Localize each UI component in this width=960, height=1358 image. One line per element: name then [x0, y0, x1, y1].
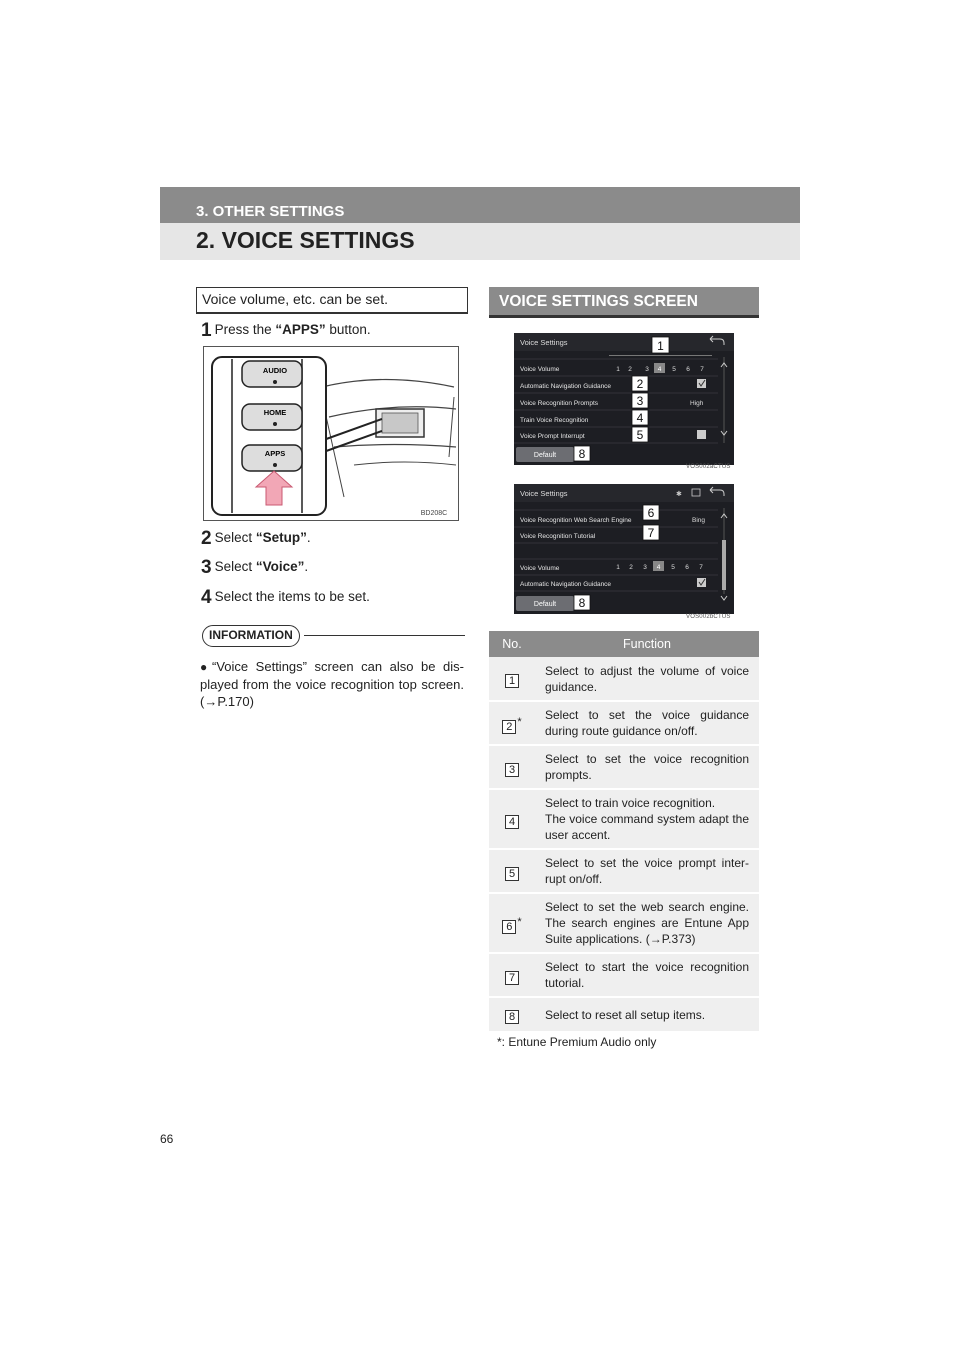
- column-header-no: No.: [489, 631, 535, 657]
- step-number: 3: [201, 557, 212, 578]
- footnote: *: Entune Premium Audio only: [497, 1035, 657, 1049]
- row-number-cell: [489, 701, 535, 745]
- number-box: 6: [502, 920, 516, 934]
- volume-level[interactable]: 3: [643, 564, 647, 571]
- volume-level[interactable]: 1: [616, 564, 620, 571]
- table-row: [489, 893, 759, 953]
- function-text: Select to set the voice recognition prompts.: [545, 752, 749, 782]
- row-voice-volume[interactable]: Voice Volume: [520, 565, 560, 572]
- step-number: 4: [201, 587, 212, 608]
- row-recognition-prompts[interactable]: Voice Recognition Prompts: [520, 400, 599, 407]
- step-keyword: “Setup”: [255, 530, 307, 545]
- information-label: INFORMATION: [202, 625, 300, 647]
- asterisk-mark: *: [517, 916, 522, 928]
- callout-3: 3: [636, 394, 644, 408]
- row-recognition-tutorial[interactable]: Voice Recognition Tutorial: [520, 533, 596, 540]
- row-number-cell: [489, 657, 535, 701]
- step-text-end: .: [306, 530, 311, 545]
- intro-box: [196, 287, 468, 314]
- volume-level[interactable]: 2: [629, 564, 633, 571]
- function-text: Select to train voice recognition.: [545, 796, 716, 810]
- function-text: Select to set the voice guidance during route guidance on/off.: [545, 708, 749, 738]
- callout-5: 5: [636, 428, 644, 442]
- step-text: Press the: [214, 322, 276, 337]
- bullet-icon: ●: [200, 660, 208, 674]
- number-box: 1: [505, 674, 519, 688]
- prompts-value: High: [690, 400, 704, 407]
- row-number-cell: [489, 893, 535, 953]
- voice-settings-screen-2: [514, 484, 734, 614]
- table-row: [489, 849, 759, 893]
- section-title: 3. OTHER SETTINGS: [196, 203, 345, 220]
- step-text-end: button.: [325, 322, 371, 337]
- function-cell: [535, 997, 759, 1032]
- apps-button-label: APPS: [264, 449, 286, 458]
- step-text: Select: [214, 530, 256, 545]
- volume-level[interactable]: 3: [645, 366, 649, 373]
- step-text: Select: [214, 559, 256, 574]
- number-box: 3: [505, 763, 519, 777]
- bluetooth-icon: ✱: [676, 491, 682, 498]
- page-title: 2. VOICE SETTINGS: [196, 227, 415, 253]
- function-text: Select to set the web search engine. The search engines are Entune App Suite applications. (→P.373): [545, 900, 749, 946]
- home-button-label: HOME: [263, 408, 287, 417]
- screen1-title: Voice Settings: [520, 338, 568, 347]
- step-4: [201, 587, 370, 609]
- step-text: Select the items to be set.: [214, 589, 370, 604]
- number-box: 8: [505, 1010, 519, 1024]
- information-body: “Voice Settings” screen can also be dis-played from the voice recognition top screen. (→P.170): [200, 659, 464, 709]
- row-number-cell: [489, 953, 535, 997]
- function-cell: [535, 701, 759, 745]
- function-cell: [535, 657, 759, 701]
- table-row: [489, 657, 759, 701]
- step-number: 1: [201, 320, 212, 341]
- function-text: Select to start the voice recognition tutorial.: [545, 960, 749, 990]
- step-keyword: “APPS”: [275, 322, 326, 337]
- row-number-cell: [489, 745, 535, 789]
- volume-level-selected[interactable]: 4: [656, 564, 661, 571]
- function-cell: [535, 893, 759, 953]
- callout-8: 8: [578, 447, 586, 461]
- asterisk-mark: *: [517, 716, 522, 728]
- number-box: 2: [502, 720, 516, 734]
- voice-settings-screen-heading: [489, 287, 759, 318]
- function-cell: [535, 745, 759, 789]
- callout-6: 6: [647, 506, 655, 520]
- volume-level[interactable]: 5: [672, 366, 676, 373]
- step-1: [201, 320, 371, 342]
- row-number-cell: [489, 789, 535, 849]
- volume-level[interactable]: 6: [686, 366, 690, 373]
- illustration-code: BD208C: [420, 510, 448, 517]
- table-row: [489, 953, 759, 997]
- screen2-title: Voice Settings: [520, 489, 568, 498]
- screen2-code: VOS002bCTUS: [686, 614, 731, 620]
- volume-level-selected[interactable]: 4: [657, 366, 662, 373]
- steering-buttons-image: [204, 347, 459, 521]
- step-2: [201, 528, 311, 550]
- screen1-code: VOS002aCTUS: [686, 464, 731, 470]
- function-text: Select to reset all setup items.: [545, 1007, 706, 1022]
- row-auto-nav-guidance[interactable]: Automatic Navigation Guidance: [520, 383, 612, 390]
- table-row: [489, 745, 759, 789]
- row-number-cell: [489, 849, 535, 893]
- volume-level[interactable]: 1: [616, 366, 620, 373]
- checkbox-icon[interactable]: [697, 430, 706, 439]
- step-keyword: “Voice”: [255, 559, 305, 574]
- callout-2: 2: [636, 377, 644, 391]
- step-text-end: .: [304, 559, 309, 574]
- number-box: 7: [505, 971, 519, 985]
- table-row: [489, 997, 759, 1032]
- steering-illustration: [203, 346, 459, 521]
- volume-level[interactable]: 7: [700, 366, 704, 373]
- callout-8: 8: [578, 596, 586, 610]
- row-web-search-engine[interactable]: Voice Recognition Web Search Engine: [520, 517, 632, 524]
- engine-value: Bing: [692, 517, 706, 524]
- volume-level[interactable]: 5: [671, 564, 675, 571]
- voice-settings-screen-1: [514, 333, 734, 465]
- callout-1: 1: [657, 339, 664, 353]
- function-cell: [535, 849, 759, 893]
- function-text: Select to adjust the volume of voice guidance.: [545, 663, 749, 694]
- function-cell: [535, 953, 759, 997]
- information-text: [200, 658, 464, 710]
- default-button-label: Default: [533, 601, 557, 608]
- row-train-recognition[interactable]: Train Voice Recognition: [520, 417, 589, 424]
- row-voice-volume[interactable]: Voice Volume: [520, 366, 560, 373]
- section-header: [160, 187, 800, 223]
- column-header-function: Function: [535, 631, 759, 657]
- intro-text: Voice volume, etc. can be set.: [202, 291, 388, 307]
- row-prompt-interrupt[interactable]: Voice Prompt Interrupt: [520, 433, 585, 440]
- table-row: [489, 789, 759, 849]
- table-row: [489, 701, 759, 745]
- function-text: Select to set the voice prompt inter-rupt on/off.: [545, 856, 749, 886]
- title-header: [160, 223, 800, 260]
- heading-text: VOICE SETTINGS SCREEN: [499, 293, 698, 310]
- function-table: [489, 631, 759, 1033]
- volume-level[interactable]: 6: [685, 564, 689, 571]
- step-3: [201, 557, 308, 579]
- function-cell: [535, 789, 759, 849]
- volume-level[interactable]: 2: [628, 366, 632, 373]
- info-divider: [304, 635, 465, 636]
- callout-7: 7: [647, 526, 655, 540]
- row-number-cell: [489, 997, 535, 1032]
- page-number: 66: [160, 1132, 174, 1146]
- audio-button-label: AUDIO: [262, 366, 288, 375]
- row-auto-nav-guidance[interactable]: Automatic Navigation Guidance: [520, 581, 612, 588]
- callout-4: 4: [636, 411, 644, 425]
- number-box: 4: [505, 815, 519, 829]
- function-text: The voice command system adapt the user accent.: [545, 812, 749, 842]
- volume-level[interactable]: 7: [699, 564, 703, 571]
- default-button-label: Default: [533, 452, 557, 459]
- step-number: 2: [201, 528, 212, 549]
- number-box: 5: [505, 867, 519, 881]
